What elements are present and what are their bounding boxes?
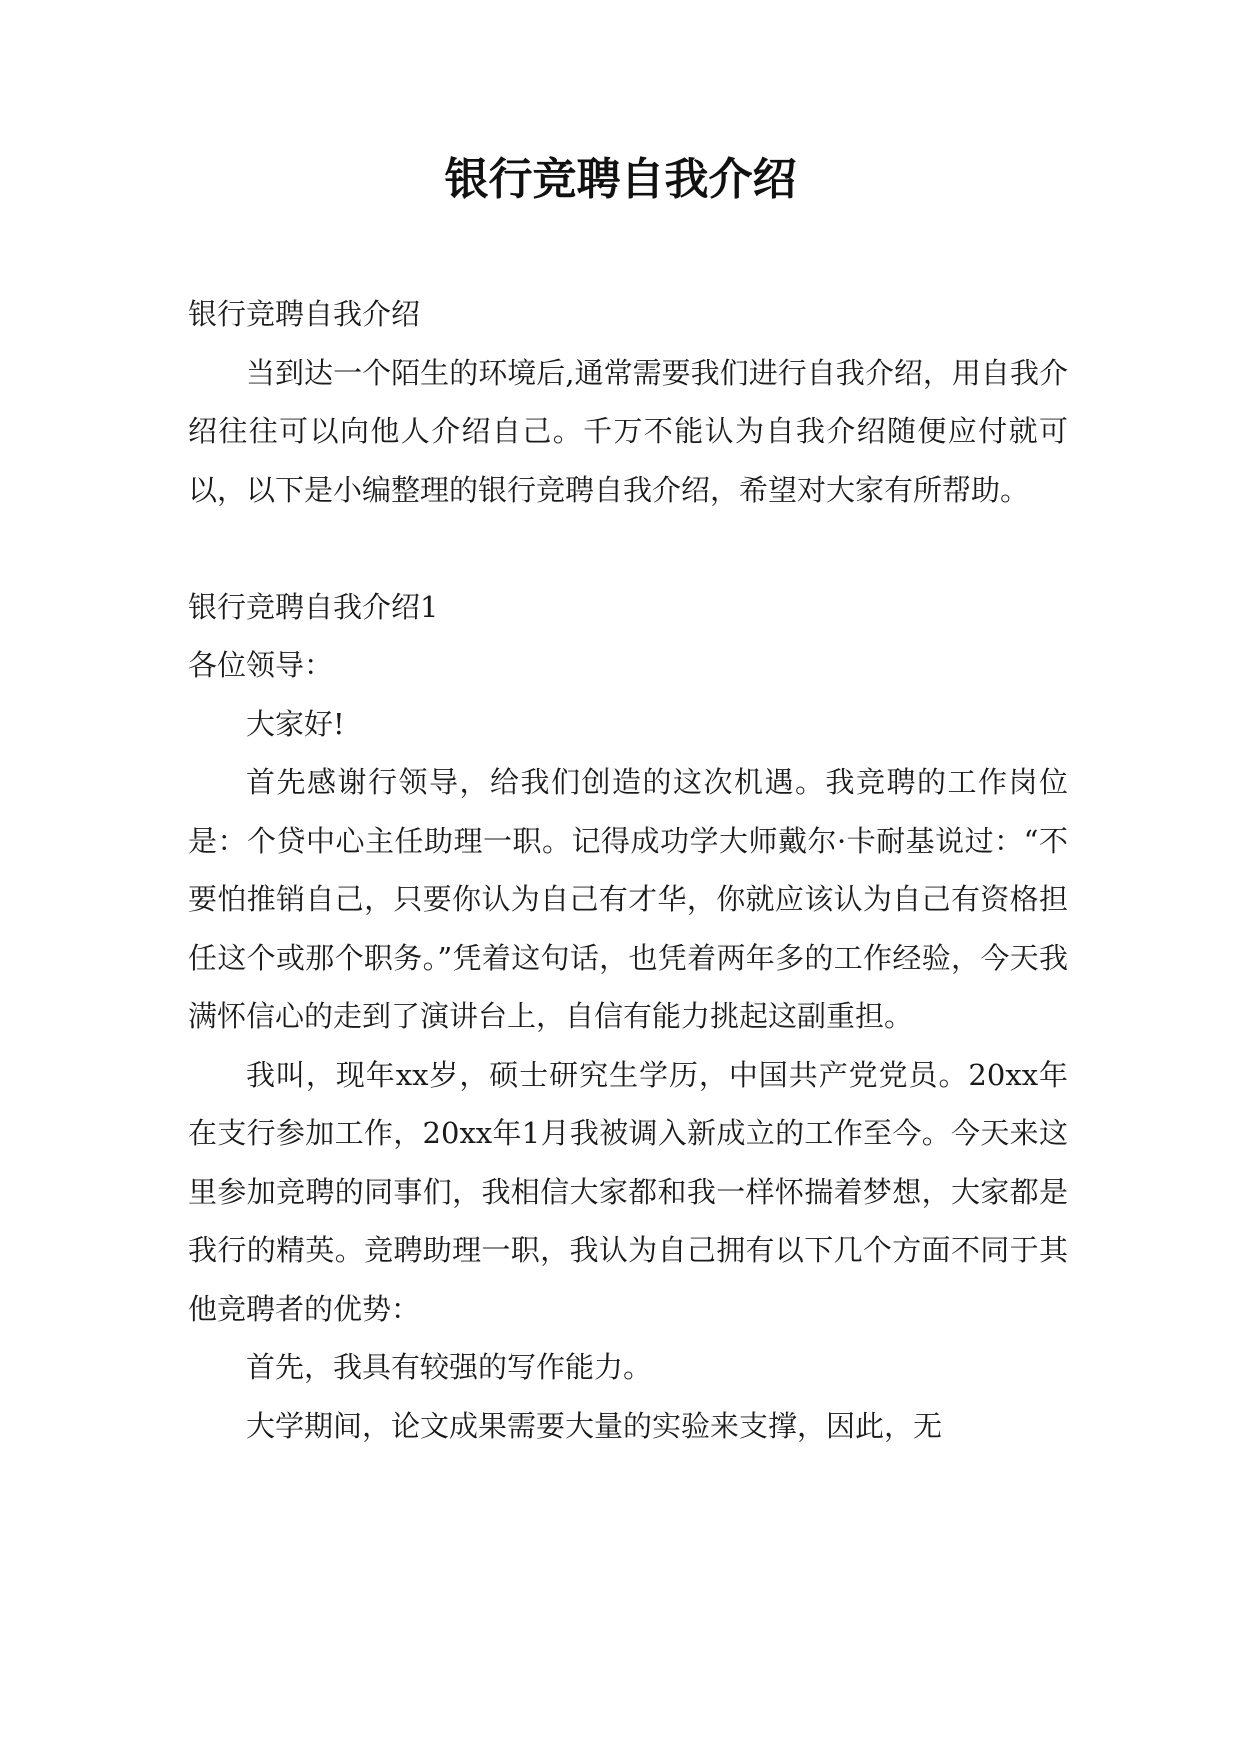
- body-paragraph: 大学期间，论文成果需要大量的实验来支撑，因此，无: [246, 1408, 943, 1443]
- body-paragraph: 首先感谢行领导，给我们创造的这次机遇。我竞聘的工作岗位是：个贷中心主任助理一职。记得成功学大师戴尔·卡耐基说过：“不要怕推销自己，只要你认为自己有才华，你就应该认为自己有资格担任这个或那个职务。”凭着这句话，也凭着两年多的工作经验，今天我满怀信心的走到了演讲台上，自信有能力挑起这副重担。: [188, 765, 1068, 1033]
- intro-paragraph: 当到达一个陌生的环境后,通常需要我们进行自我介绍，用自我介绍往往可以向他人介绍自己。千万不能认为自我介绍随便应付就可以，以下是小编整理的银行竞聘自我介绍，希望对大家有所帮助。: [188, 355, 1068, 507]
- section-heading: 银行竞聘自我介绍1: [188, 589, 439, 624]
- document-title: 银行竞聘自我介绍: [444, 154, 797, 205]
- salutation-paragraph: 各位领导：: [188, 648, 334, 682]
- body-paragraph: 我叫，现年xx岁，硕士研究生学历，中国共产党党员。20xx年在支行参加工作，20xx年1月我被调入新成立的工作至今。今天来这里参加竞聘的同事们，我相信大家都和我一样怀揣着梦想，大家都是我行的精英。竞聘助理一职，我认为自己拥有以下几个方面不同于其他竞聘者的优势：: [188, 1057, 1068, 1326]
- subtitle-paragraph: 银行竞聘自我介绍: [188, 297, 421, 331]
- document-body: [188, 285, 1068, 1455]
- body-paragraph: 首先，我具有较强的写作能力。: [246, 1350, 653, 1384]
- greeting-paragraph: 大家好!: [246, 706, 345, 741]
